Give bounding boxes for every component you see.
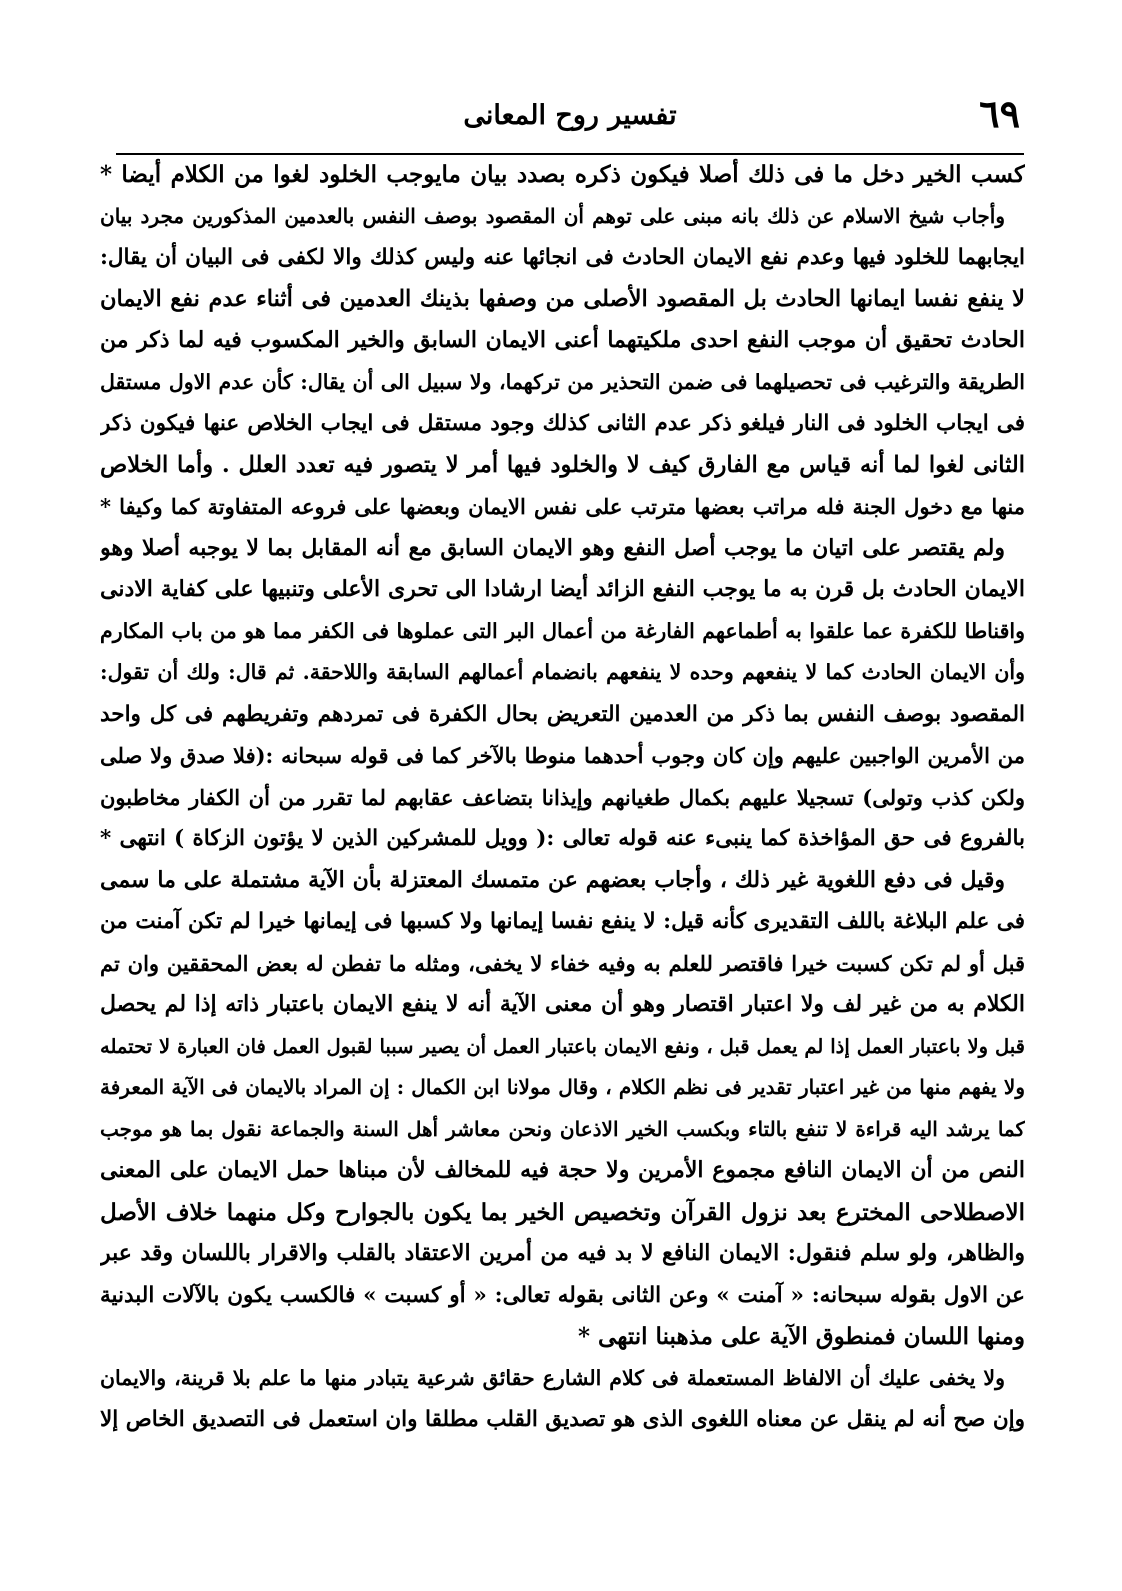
text-line: الحادث تحقيق أن موجب النفع احدى ملكيتهما أعنى الايمان السابق والخير المكسوب فيه لما ذكر من xyxy=(100,327,1025,353)
text-line: واقناطا للكفرة عما علقوا به أطماعهم الفارغة من أعمال البر التى عملوها فى الكفر مما هو من باب المكارم xyxy=(100,618,1025,643)
text-line: وأن الايمان الحادث كما لا ينفعهم وحده لا ينفعهم بانضمام أعمالهم السابقة واللاحقة. ثم قال: ولك أن تقول: xyxy=(100,660,1025,684)
text-line: لا ينفع نفسا ايمانها الحادث بل المقصود الأصلى من وصفها بذينك العدمين فى أثناء عدم نفع الايمان xyxy=(100,285,1025,312)
text-line: وأجاب شيخ الاسلام عن ذلك بانه مبنى على توهم أن المقصود بوصف النفس بالعدمين المذكورين مجرد بيان xyxy=(100,203,1005,228)
text-line: من الأمرين الواجبين عليهم وإن كان وجوب أحدهما منوطا بالآخر كما فى قوله سبحانه :(فلا صدق ولا صلى xyxy=(100,743,1025,768)
text-line: وقيل فى دفع اللغوية غير ذلك ، وأجاب بعضهم عن متمسك المعتزلة بأن الآية مشتملة على ما سمى xyxy=(100,866,1005,893)
text-line: كسب الخير دخل ما فى ذلك أصلا فيكون ذكره بصدد بيان مايوجب الخلود لغوا من الكلام أيضا * xyxy=(100,161,1025,188)
text-line: الكلام به من غير لف ولا اعتبار اقتصار وهو أن معنى الآية أنه لا ينفع الايمان باعتبار ذاته إذا لم يحصل xyxy=(100,991,1025,1017)
text-line: ولا يخفى عليك أن الالفاظ المستعملة فى كلام الشارع حقائق شرعية يتبادر منها ما علم بلا قرينة، والايمان xyxy=(100,1365,1005,1390)
text-line: ايجابهما للخلود فيها وعدم نفع الايمان الحادث فى انجائها عنه وليس كذلك والا لكفى فى البيان أن يقال: xyxy=(100,245,1025,270)
running-title: تفسير روح المعانى xyxy=(463,100,677,131)
text-line: والظاهر، ولو سلم فنقول: الايمان النافع لا بد فيه من أمرين الاعتقاد بالقلب والاقرار باللسان وقد عبر xyxy=(100,1240,1025,1266)
text-line: الثانى لغوا لما أنه قياس مع الفارق كيف لا والخلود فيها أمر لا يتصور فيه تعدد العلل . وأما الخلاص xyxy=(100,451,1025,478)
text-line: ومنها اللسان فمنطوق الآية على مذهبنا انتهى * xyxy=(578,1323,1025,1350)
text-line: فى ايجاب الخلود فى النار فيلغو ذكر عدم الثانى كذلك وجود مستقل فى ايجاب الخلاص عنها فيكون ذكر xyxy=(100,411,1025,436)
text-line: بالفروع فى حق المؤاخذة كما ينبىء عنه قوله تعالى :( وويل للمشركين الذين لا يؤتون الزكاة ) انتهى * xyxy=(100,826,1025,851)
text-line: الطريقة والترغيب فى تحصيلهما فى ضمن التحذير من تركهما، ولا سبيل الى أن يقال: كأن عدم الاول مستقل xyxy=(100,369,1025,394)
text-line: قبل ولا باعتبار العمل إذا لم يعمل قبل ، ونفع الايمان باعتبار العمل أن يصير سببا لقبول العمل فان العبارة لا تحتمله xyxy=(100,1034,1025,1058)
page-number: ٦٩ xyxy=(979,91,1020,136)
text-line: الاصطلاحى المخترع بعد نزول القرآن وتخصيص الخير بما يكون بالجوارح وكل منهما خلاف الأصل xyxy=(100,1198,1025,1226)
text-line: ولا يفهم منها من غير اعتبار تقدير فى نظم الكلام ، وقال مولانا ابن الكمال : إن المراد بالايمان فى الآية المعرفة xyxy=(100,1075,1025,1099)
text-line: عن الاول بقوله سبحانه: « آمنت » وعن الثانى بقوله تعالى: « أو كسبت » فالكسب يكون بالآلات البدنية xyxy=(100,1282,1025,1308)
text-line: وإن صح أنه لم ينقل عن معناه اللغوى الذى هو تصديق القلب مطلقا وان استعمل فى التصديق الخاص إلا xyxy=(100,1407,1025,1432)
text-line: ولكن كذب وتولى) تسجيلا عليهم بكمال طغيانهم وإيذانا بتضاعف عقابهم لما تقرر من أن الكفار مخاطبون xyxy=(100,784,1025,810)
text-line: قبل أو لم تكن كسبت خيرا فاقتصر للعلم به وفيه خفاء لا يخفى، ومثله ما تفطن له بعض المحققين وان تم xyxy=(100,950,1025,976)
text-line: الايمان الحادث بل قرن به ما يوجب النفع الزائد أيضا ارشادا الى تحرى الأعلى وتنبيها على كفاية الادنى xyxy=(100,576,1025,602)
text-line: فى علم البلاغة باللف التقديرى كأنه قيل: لا ينفع نفسا إيمانها ولا كسبها فى إيمانها خيرا لم تكن آمنت من xyxy=(100,909,1025,934)
body-text xyxy=(100,154,1025,1441)
text-line: النص من أن الايمان النافع مجموع الأمرين ولا حجة فيه للمخالف لأن مبناها حمل الايمان على المعنى xyxy=(100,1157,1025,1183)
text-line: ولم يقتصر على اتيان ما يوجب أصل النفع وهو الايمان السابق مع أنه المقابل بما لا يوجبه أصلا وهو xyxy=(100,534,1005,561)
text-line: منها مع دخول الجنة فله مراتب بعضها مترتب على نفس الايمان وبعضها على فروعه المتفاوتة كما وكيفا * xyxy=(100,494,1025,519)
text-line: كما يرشد اليه قراءة لا تنفع بالتاء وبكسب الخير الاذعان ونحن معاشر أهل السنة والجماعة نقول بما هو موجب xyxy=(100,1116,1025,1141)
text-line: المقصود بوصف النفس بما ذكر من العدمين التعريض بحال الكفرة فى تمردهم وتفريطهم فى كل واحد xyxy=(100,701,1025,727)
